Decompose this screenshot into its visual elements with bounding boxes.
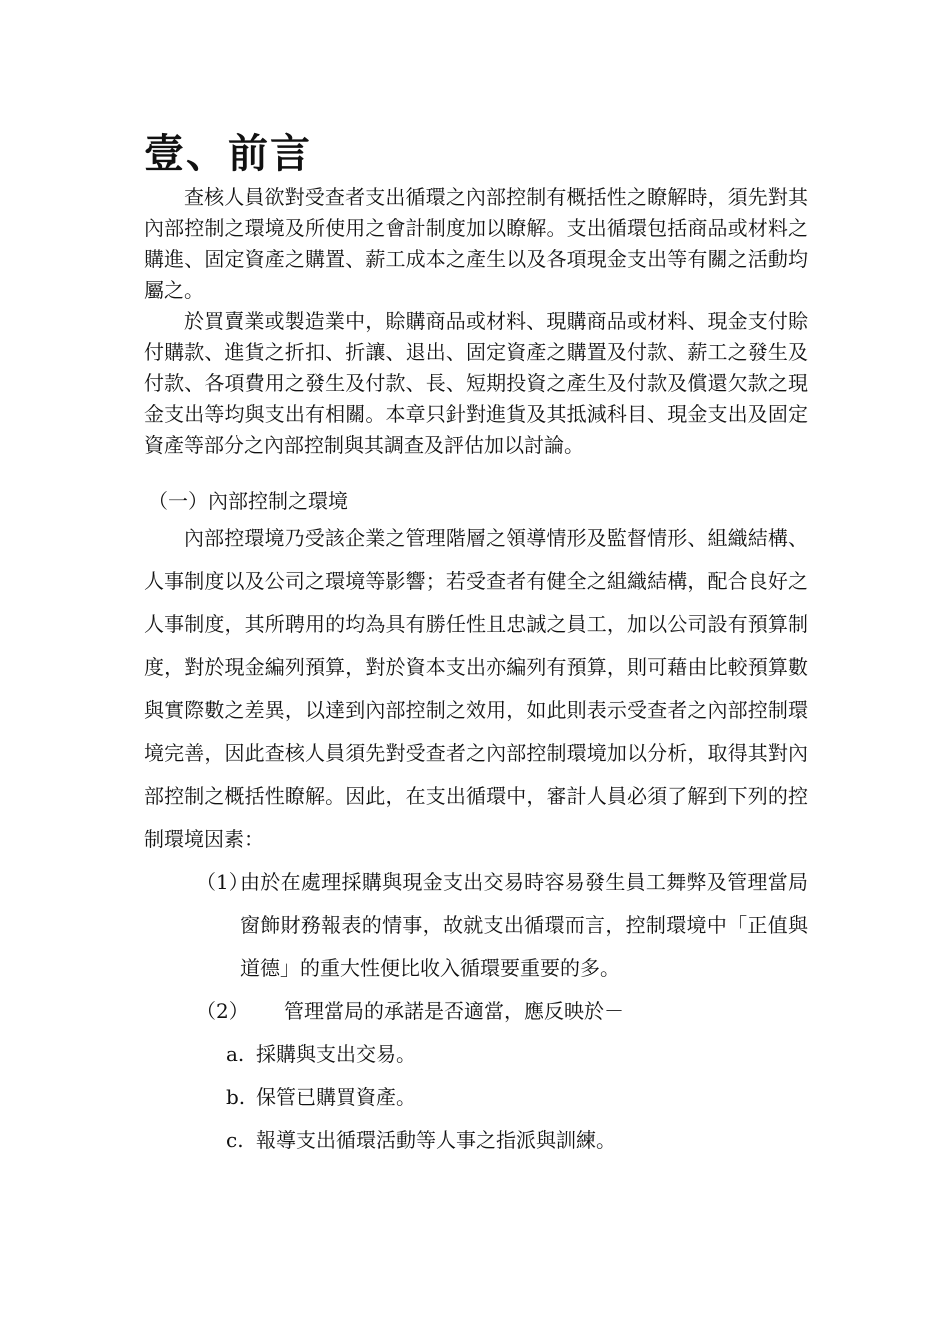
document-page — [144, 130, 808, 1162]
intro-paragraph-2: 於買賣業或製造業中，賒購商品或材料、現購商品或材料、現金支付賒付購款、進貨之折扣、折讓、退出、固定資產之購置及付款、薪工之發生及付款、各項費用之發生及付款、長、短期投資之產生及付款及償還欠款之現金支出等均與支出有相關。本章只針對進貨及其抵減科目、現金支出及固定資產等部分之內部控制與其調查及評估加以討論。 — [144, 309, 808, 457]
list-item-text: 由於在處理採購與現金支出交易時容易發生員工舞弊及管理當局窗飾財務報表的情事，故就支出循環而言，控制環境中「正值與道德」的重大性便比收入循環要重要的多。 — [240, 870, 808, 980]
section-paragraph: 內部控環境乃受該企業之管理階層之領導情形及監督情形、組織結構、人事制度以及公司之環境等影響；若受查者有健全之組織結構，配合良好之人事制度，其所聘用的均為具有勝任性且忠誠之員工，加以公司設有預算制度，對於現金編列預算，對於資本支出亦編列有預算，則可藉由比較預算數與實際數之差異，以達到內部控制之效用，如此則表示受查者之內部控制環境完善，因此查核人員須先對受查者之內部控制環境加以分析，取得其對內部控制之概括性瞭解。因此，在支出循環中，審計人員必須了解到下列的控制環境因素： — [144, 526, 808, 851]
sub-list-item-text: 保管已購買資產。 — [256, 1085, 416, 1109]
sub-list-item — [144, 1033, 808, 1076]
intro-paragraph-1: 查核人員欲對受查者支出循環之內部控制有概括性之瞭解時，須先對其內部控制之環境及所使用之會計制度加以瞭解。支出循環包括商品或材料之購進、固定資產之購置、薪工成本之產生以及各項現金支出等有關之活動均屬之。 — [144, 185, 808, 302]
list-item-marker: （2） — [196, 999, 249, 1023]
sub-list-item-marker: b. — [226, 1085, 246, 1109]
sub-list-item-marker: c. — [226, 1128, 244, 1152]
list-item — [144, 990, 808, 1033]
sub-list-item — [144, 1076, 808, 1119]
chapter-title: 壹、前言 — [144, 130, 312, 177]
list-item-text: 管理當局的承諾是否適當，應反映於－ — [284, 999, 624, 1023]
section-heading: （一）內部控制之環境 — [148, 489, 348, 513]
sub-list-item-text: 報導支出循環活動等人事之指派與訓練。 — [256, 1128, 616, 1152]
list-item — [144, 861, 808, 990]
sub-list-item-text: 採購與支出交易。 — [256, 1042, 416, 1066]
list-item-marker: （1） — [196, 870, 249, 894]
sub-list-item — [144, 1119, 808, 1162]
sub-list-item-marker: a. — [226, 1042, 245, 1066]
